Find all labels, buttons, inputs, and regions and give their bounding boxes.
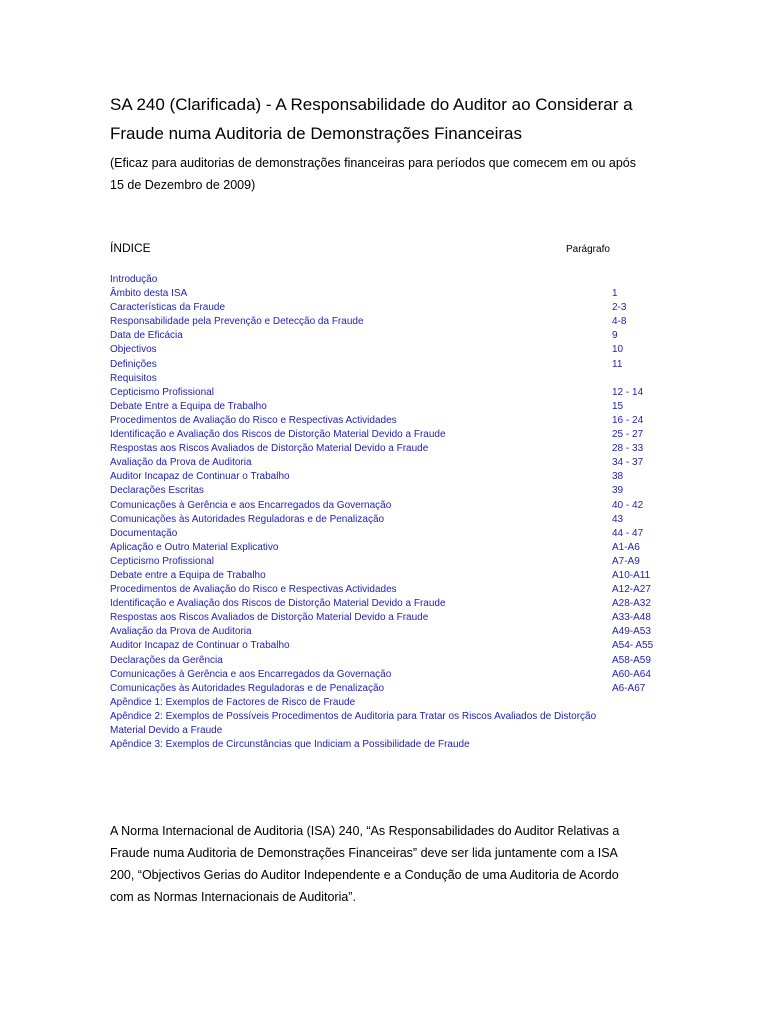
toc-entry[interactable] [110,428,670,442]
toc-entry[interactable] [110,682,670,696]
toc-entry-paragraph[interactable]: 4-8 [612,316,627,328]
effective-date-note [110,152,690,196]
toc-entry-paragraph[interactable]: 16 - 24 [612,414,644,426]
title-line-2: Fraude numa Auditoria de Demonstrações Financeiras [110,124,522,143]
toc-entry-label[interactable]: Responsabilidade pela Prevenção e Detecção da Fraude [110,316,364,328]
toc-entry-label[interactable]: Data de Eficácia [110,330,183,342]
toc-entry[interactable] [110,527,670,541]
document-title [110,90,690,148]
toc-entry-paragraph[interactable]: A58-A59 [612,654,651,666]
toc-entry[interactable] [110,414,670,428]
toc-entry-paragraph[interactable]: 28 - 33 [612,443,644,455]
toc-entry[interactable] [110,583,670,597]
toc-entry[interactable] [110,597,670,611]
toc-entry[interactable] [110,668,670,682]
intro-line-4: com as Normas Internacionais de Auditoria”. [110,890,356,904]
toc-entry-label[interactable]: Respostas aos Riscos Avaliados de Distorção Material Devido a Fraude [110,612,429,624]
toc-entry-label[interactable]: Respostas aos Riscos Avaliados de Distorção Material Devido a Fraude [110,443,429,455]
intro-line-2: Fraude numa Auditoria de Demonstrações Financeiras” deve ser lida juntamente com a ISA [110,846,618,860]
toc-entry-label[interactable]: Cepticismo Profissional [110,555,214,567]
toc-entry-paragraph[interactable]: A7-A9 [612,555,640,567]
toc-entry[interactable] [110,315,670,329]
paragraph-column-heading: Parágrafo [566,244,610,255]
toc-entry[interactable] [110,470,670,484]
toc-entry-paragraph[interactable]: 11 [612,358,623,370]
toc-entry-label[interactable]: Procedimentos de Avaliação do Risco e Respectivas Actividades [110,414,397,426]
toc-entry-label[interactable]: Declarações da Gerência [110,654,223,666]
toc-entry-label[interactable]: Debate entre a Equipa de Trabalho [110,569,266,581]
toc-entry-label[interactable]: Documentação [110,527,178,539]
toc-entry-paragraph[interactable]: A6-A67 [612,682,646,694]
toc-entry-label[interactable]: Introdução [110,274,158,285]
index-heading: ÍNDICE [110,241,151,255]
toc-entry[interactable] [110,696,670,710]
table-of-contents [110,273,670,752]
toc-entry-paragraph[interactable]: 39 [612,485,624,497]
toc-entry[interactable] [110,710,670,738]
toc-entry[interactable] [110,343,670,357]
toc-entry[interactable] [110,386,670,400]
toc-entry-paragraph[interactable]: A1-A6 [612,541,640,553]
toc-entry-paragraph[interactable]: A60-A64 [612,668,651,680]
intro-line-3: 200, “Objectivos Gerias do Auditor Independente e a Condução de uma Auditoria de Acordo [110,868,619,882]
toc-entry-label[interactable]: Declarações Escritas [110,485,204,497]
title-line-1: SA 240 (Clarificada) - A Responsabilidade do Auditor ao Considerar a [110,95,633,114]
toc-entry-paragraph[interactable]: 2-3 [612,302,627,314]
toc-entry-label[interactable]: Características da Fraude [110,302,226,314]
toc-entry-paragraph[interactable]: A54- A55 [612,640,654,652]
toc-entry-label[interactable]: Debate Entre a Equipa de Trabalho [110,400,267,412]
intro-line-1: A Norma Internacional de Auditoria (ISA) 240, “As Responsabilidades do Auditor Relativas a [110,824,620,838]
toc-entry-paragraph[interactable]: A12-A27 [612,584,651,596]
toc-entry[interactable] [110,499,670,513]
toc-entry-label[interactable]: Requisitos [110,372,157,384]
toc-entry[interactable] [110,287,670,301]
toc-entry[interactable] [110,738,670,752]
toc-entry-paragraph[interactable]: A33-A48 [612,612,651,624]
toc-entry[interactable] [110,555,670,569]
toc-entry-label[interactable]: Apêndice 3: Exemplos de Circunstâncias que Indiciam a Possibilidade de Fraude [110,739,470,751]
toc-entry-label[interactable]: Cepticismo Profissional [110,386,214,398]
toc-entry-paragraph[interactable]: A49-A53 [612,626,651,638]
toc-entry[interactable] [110,273,670,287]
toc-entry[interactable] [110,484,670,498]
toc-entry-paragraph[interactable]: A10-A11 [612,569,651,581]
toc-entry-paragraph[interactable]: 12 - 14 [612,386,644,398]
toc-entry[interactable] [110,625,670,639]
toc-entry-label[interactable]: Avaliação da Prova de Auditoria [110,457,252,469]
toc-entry-paragraph[interactable]: 1 [612,288,618,300]
toc-entry-label[interactable]: Objectivos [110,344,157,356]
toc-entry-label[interactable]: Avaliação da Prova de Auditoria [110,626,252,638]
toc-entry[interactable] [110,611,670,625]
toc-entry[interactable] [110,442,670,456]
toc-entry-label[interactable]: Apêndice 1: Exemplos de Factores de Risco de Fraude [110,696,356,708]
toc-entry[interactable] [110,569,670,583]
toc-entry-label[interactable]: Comunicações às Autoridades Reguladoras e de Penalização [110,682,385,694]
toc-entry-label[interactable]: Auditor Incapaz de Continuar o Trabalho [110,640,290,652]
toc-entry-label[interactable]: Âmbito desta ISA [110,288,188,300]
toc-entry-label[interactable]: Identificação e Avaliação dos Riscos de Distorção Material Devido a Fraude [110,598,446,610]
subtitle-line-2: 15 de Dezembro de 2009) [110,178,256,192]
toc-entry-label[interactable]: Aplicação e Outro Material Explicativo [110,541,279,553]
toc-entry-label[interactable]: Identificação e Avaliação dos Riscos de Distorção Material Devido a Fraude [110,429,446,441]
toc-entry[interactable] [110,358,670,372]
toc-entry-paragraph[interactable]: A28-A32 [612,598,651,610]
toc-entry-paragraph[interactable]: 44 - 47 [612,527,644,539]
toc-entry[interactable] [110,513,670,527]
toc-entry[interactable] [110,456,670,470]
subtitle-line-1: (Eficaz para auditorias de demonstrações financeiras para períodos que comecem em ou após [110,156,636,170]
toc-entry-paragraph[interactable]: 10 [612,344,624,356]
toc-entry[interactable] [110,301,670,315]
toc-entry-label[interactable]: Definições [110,358,157,370]
toc-entry-paragraph[interactable]: 38 [612,471,624,483]
toc-entry-paragraph[interactable]: 40 - 42 [612,499,644,511]
toc-entry[interactable] [110,329,670,343]
intro-paragraph [110,820,670,908]
toc-entry-paragraph[interactable]: 9 [612,330,618,342]
toc-entry-label[interactable]: Comunicações à Gerência e aos Encarregados da Governação [110,668,392,680]
toc-entry[interactable] [110,541,670,555]
toc-entry-label[interactable]: Comunicações às Autoridades Reguladoras e de Penalização [110,513,385,525]
toc-entry-label[interactable]: Apêndice 2: Exemplos de Possíveis Procedimentos de Auditoria para Tratar os Riscos Avaliados de Distorção Material Devido a Fraude [110,710,597,736]
toc-entry-label[interactable]: Procedimentos de Avaliação do Risco e Respectivas Actividades [110,584,397,596]
toc-entry[interactable] [110,639,670,653]
toc-entry-label[interactable]: Auditor Incapaz de Continuar o Trabalho [110,471,290,483]
toc-entry[interactable] [110,372,670,386]
toc-entry-paragraph[interactable]: 34 - 37 [612,457,644,469]
toc-entry-paragraph[interactable]: 25 - 27 [612,429,644,441]
toc-entry-label[interactable]: Comunicações à Gerência e aos Encarregados da Governação [110,499,392,511]
toc-entry[interactable] [110,654,670,668]
toc-entry[interactable] [110,400,670,414]
toc-entry-paragraph[interactable]: 43 [612,513,624,525]
toc-entry-paragraph[interactable]: 15 [612,400,624,412]
